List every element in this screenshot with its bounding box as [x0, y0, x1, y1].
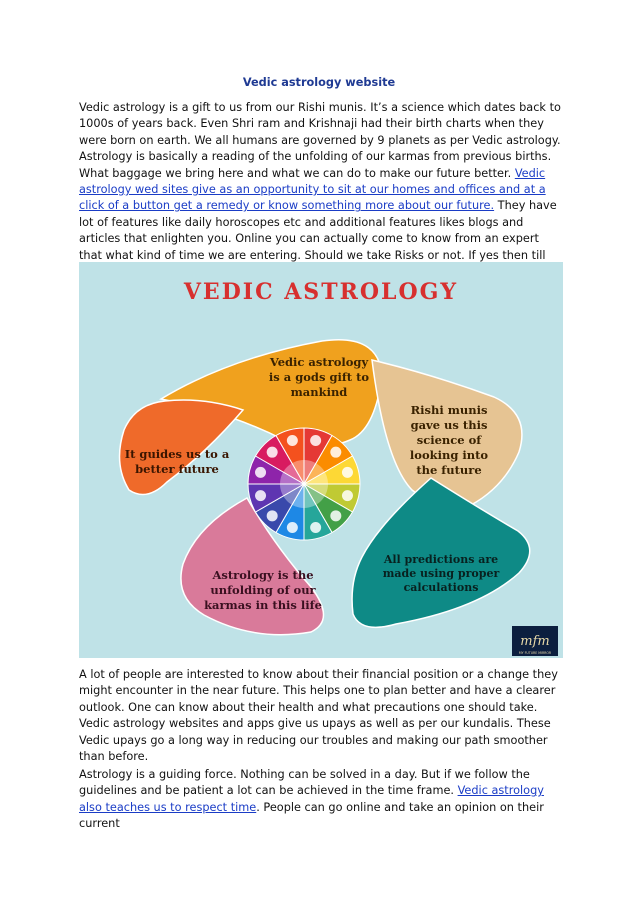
svg-text:Vedic astrology: Vedic astrology	[269, 355, 369, 369]
petal-text-better-future	[125, 447, 230, 476]
intro-text-continued: They have lot of features like daily horoscopes etc and additional features likes blogs and articles that enlighten you. Online you can actually come to know from an expert that what kind of time we are entering. Should we take Risks or not. If yes then till	[79, 199, 557, 262]
zodiac-sign-icon	[330, 510, 341, 521]
svg-text:science of: science of	[416, 433, 482, 447]
svg-text:looking into: looking into	[409, 448, 489, 462]
svg-text:calculations: calculations	[403, 581, 479, 594]
third-paragraph	[79, 767, 565, 833]
svg-text:is a gods gift to: is a gods gift to	[268, 370, 370, 384]
intro-text: Vedic astrology is a gift to us from our Rishi munis. It’s a science which dates back to 1000s of years back. Even Shri ram and Krishnaji had their birth charts when they were born on earth. We all humans are governed by 9 planets as per Vedic astrology. Astrology is basically a reading of the unfolding of our karmas from previous births. What baggage we bring here and what we can do to make our future better.	[79, 101, 561, 180]
zodiac-sign-icon	[330, 447, 341, 458]
zodiac-sign-icon	[267, 510, 278, 521]
zodiac-sign-icon	[310, 435, 321, 446]
svg-text:unfolding of our: unfolding of our	[210, 583, 316, 597]
wheel-center	[280, 460, 328, 508]
svg-text:made using proper: made using proper	[382, 567, 500, 580]
logo-mark: mfm	[520, 634, 550, 649]
vedic-websites-link[interactable]: Vedic astrology wed sites give as an opportunity to sit at our homes and offices and at a click of a button get a remedy or know something more about our future.	[79, 166, 546, 213]
svg-text:All predictions are: All predictions are	[383, 553, 499, 566]
zodiac-sign-icon	[267, 447, 278, 458]
svg-text:karmas in this life: karmas in this life	[204, 598, 322, 612]
zodiac-sign-icon	[287, 522, 298, 533]
svg-text:Astrology is the: Astrology is the	[212, 568, 314, 582]
zodiac-sign-icon	[342, 490, 353, 501]
vedic-astrology-infographic	[79, 262, 563, 658]
zodiac-wheel	[248, 428, 360, 540]
respect-time-link[interactable]: Vedic astrology also teaches us to respect time	[79, 784, 544, 814]
svg-text:It guides us to a: It guides us to a	[124, 447, 230, 461]
logo-caption: MY FUTURE MIRROR	[518, 651, 552, 655]
zodiac-sign-icon	[310, 522, 321, 533]
svg-text:mankind: mankind	[290, 385, 348, 399]
zodiac-sign-icon	[255, 490, 266, 501]
document-title: Vedic astrology website	[242, 76, 396, 89]
infographic-heading: VEDIC ASTROLOGY	[183, 279, 459, 305]
svg-text:Rishi munis: Rishi munis	[410, 403, 488, 417]
svg-text:the future: the future	[416, 463, 482, 477]
petal-text-rishi-munis	[410, 403, 488, 477]
intro-paragraph	[79, 100, 565, 280]
petal-text-karmas	[204, 568, 322, 612]
zodiac-sign-icon	[287, 435, 298, 446]
infographic-canvas	[79, 262, 563, 658]
zodiac-sign-icon	[255, 467, 266, 478]
publisher-logo	[512, 626, 558, 656]
zodiac-sign-icon	[342, 467, 353, 478]
svg-text:better future: better future	[135, 462, 219, 476]
svg-text:gave us this: gave us this	[410, 418, 488, 432]
third-text: Astrology is a guiding force. Nothing can be solved in a day. But if we follow the guidelines and be patient a lot can be achieved in the time frame.	[79, 768, 530, 798]
second-paragraph: A lot of people are interested to know about their financial position or a change they might encounter in the near future. This helps one to plan better and have a clearer outlook. One can know about their health and what precautions one should take. Vedic astrology websites and apps give us upays as well as per our kundalis. These Vedic upays go a long way in reducing our troubles and making our path smoother than before.	[79, 668, 558, 764]
third-text-continued: . People can go online and take an opinion on their current	[79, 800, 544, 831]
